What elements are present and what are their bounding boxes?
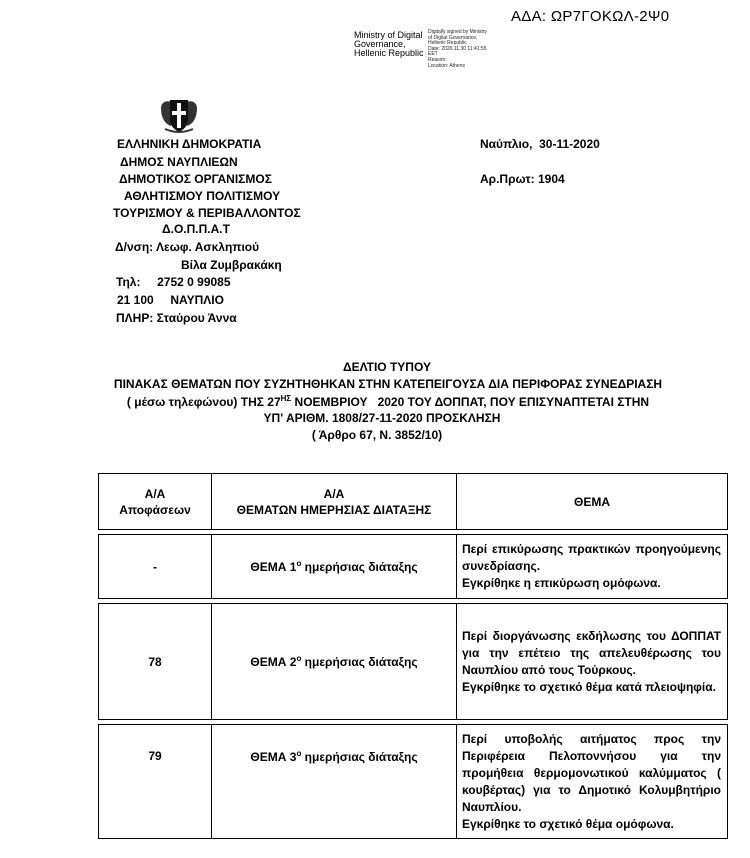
press-heading-line: ΠΙΝΑΚΑΣ ΘΕΜΑΤΩΝ ΠΟΥ ΣΥΖΗΤΗΘΗΚΑΝ ΣΤΗΝ ΚΑΤΕΠΕΙΓΟΥΣΑ ΔΙΑ ΠΕΡΙΦΟΡΑΣ ΣΥΝΕΔΡΙΑΣΗ (113, 377, 663, 391)
signature-issuer-line: Governance, (354, 39, 406, 49)
decision-number: - (99, 535, 212, 599)
subject-text: Περί διοργάνωσης εκδήλωσης του ΔΟΠΠΑΤ για την επέτειο της απελευθέρωσης του Ναυπλίου από τους Τούρκους. (462, 628, 721, 677)
issuer-line: ΔΗΜΟΤΙΚΟΣ ΟΡΓΑΝΙΣΜΟΣ (119, 172, 272, 186)
issuer-line: Τηλ: 2752 0 99085 (116, 275, 231, 289)
header-text: ΘΕΜΑ (574, 494, 610, 509)
agenda-item-text: ημερήσιας διάταξης (301, 655, 418, 669)
agenda-item (212, 535, 457, 599)
header-decision-number (99, 474, 212, 530)
signature-detail-line: Location: Athens (428, 62, 465, 69)
header-subject (457, 474, 728, 530)
subject-result: Εγκρίθηκε η επικύρωση ομόφωνα. (462, 576, 661, 590)
signature-issuer-line: Hellenic Republic (354, 48, 424, 58)
header-text: Α/Α (323, 486, 345, 501)
ada-code: ΑΔΑ: ΩΡ7ΓΟΚΩΛ-2Ψ0 (511, 8, 670, 25)
header-text: ΘΕΜΑΤΩΝ ΗΜΕΡΗΣΙΑΣ ΔΙΑΤΑΞΗΣ (236, 502, 432, 517)
greek-coat-of-arms-icon (157, 96, 201, 134)
subject-cell (457, 535, 728, 599)
signature-detail-line: Date: 2020.11.30 11:41:55 (428, 45, 487, 52)
issuer-line: 21 100 ΝΑΥΠΛΙΟ (117, 293, 224, 307)
issuer-line: ΑΘΛΗΤΙΣΜΟΥ ΠΟΛΙΤΙΣΜΟΥ (124, 189, 281, 203)
agenda-item-text: ΘΕΜΑ 1 (250, 560, 297, 574)
protocol-number: Αρ.Πρωτ: 1904 (480, 172, 565, 186)
press-heading-line: ( Άρθρο 67, Ν. 3852/10) (311, 428, 443, 442)
header-text: Αποφάσεων (119, 502, 191, 517)
table-header-row (99, 474, 728, 530)
press-release-title: ΔΕΛΤΙΟ ΤΥΠΟΥ (343, 360, 431, 374)
decision-number: 79 (99, 725, 212, 839)
agenda-item-text: ΘΕΜΑ 3 (250, 750, 297, 764)
agenda-item (212, 725, 457, 839)
table-row (99, 725, 728, 839)
decisions-table (98, 473, 728, 839)
press-heading-sup: ΗΣ (280, 394, 292, 403)
issuer-line: Βίλα Ζυμβρακάκη (181, 258, 282, 272)
signature-detail-line: Reason: (428, 56, 447, 63)
subject-cell (457, 725, 728, 839)
issuer-line: ΕΛΛΗΝΙΚΗ ΔΗΜΟΚΡΑΤΙΑ (117, 137, 262, 151)
subject-cell (457, 604, 728, 720)
header-text: Α/Α (144, 486, 166, 501)
press-heading-line (0, 394, 750, 409)
press-heading-text: ( μέσω τηλεφώνου) ΤΗΣ 27 (126, 395, 281, 409)
issuer-line: Δ/νση: Λεωφ. Ασκληπιού (115, 240, 260, 254)
signature-detail-line: Hellenic Republic (428, 40, 467, 47)
signature-details (428, 30, 487, 69)
agenda-item-sup: ο (296, 749, 302, 758)
issuer-line: ΔΗΜΟΣ ΝΑΥΠΛΙΕΩΝ (120, 155, 238, 169)
subject-text: Περί επικύρωσης πρακτικών προηγούμενης συνεδρίασης. (462, 542, 721, 573)
agenda-item (212, 604, 457, 720)
header-agenda-item (212, 474, 457, 530)
signature-detail-line: Digitally signed by Ministry (428, 29, 487, 35)
agenda-item-sup: ο (296, 559, 302, 568)
subject-result: Εγκρίθηκε το σχετικό θέμα κατά πλειοψηφία. (462, 679, 716, 694)
agenda-item-text: ημερήσιας διάταξης (301, 560, 418, 574)
agenda-item-text: ΘΕΜΑ 2 (250, 655, 297, 669)
signature-detail-line: EET (428, 51, 438, 58)
subject-result: Εγκρίθηκε το σχετικό θέμα ομόφωνα. (462, 816, 674, 831)
subject-text: Περί υποβολής αιτήματος προς την Περιφέρεια Πελοποννήσου για την προμήθεια θερμομονωτικού καλύμματος ( κουβέρτας) για το Δημοτικό Κολυμβητήριο Ναυπλίου. (462, 731, 721, 814)
issuer-line: ΤΟΥΡΙΣΜΟΥ & ΠΕΡΙΒΑΛΛΟΝΤΟΣ (113, 206, 301, 220)
agenda-item-text: ημερήσιας διάταξης (301, 750, 418, 764)
issuer-line: Δ.Ο.Π.Π.Α.Τ (162, 222, 230, 236)
signature-issuer (354, 31, 424, 58)
table-row (99, 604, 728, 720)
issuer-line: ΠΛΗΡ: Σταύρου Άννα (116, 311, 237, 325)
press-heading-line: ΥΠ' ΑΡΙΘΜ. 1808/27-11-2020 ΠΡΟΣΚΛΗΣΗ (263, 411, 501, 425)
place-date: Ναύπλιο, 30-11-2020 (480, 137, 600, 151)
press-heading-text: ΝΟΕΜΒΡΙΟΥ 2020 ΤΟΥ ΔΟΠΠΑΤ, ΠΟΥ ΕΠΙΣΥΝΑΠΤΕΤΑΙ ΣΤΗΝ (291, 395, 650, 409)
agenda-item-sup: ο (296, 654, 302, 663)
table-row (99, 535, 728, 599)
decision-number: 78 (99, 604, 212, 720)
signature-detail-line: of Digital Governance, (428, 34, 478, 41)
signature-issuer-line: Ministry of Digital (354, 30, 423, 40)
